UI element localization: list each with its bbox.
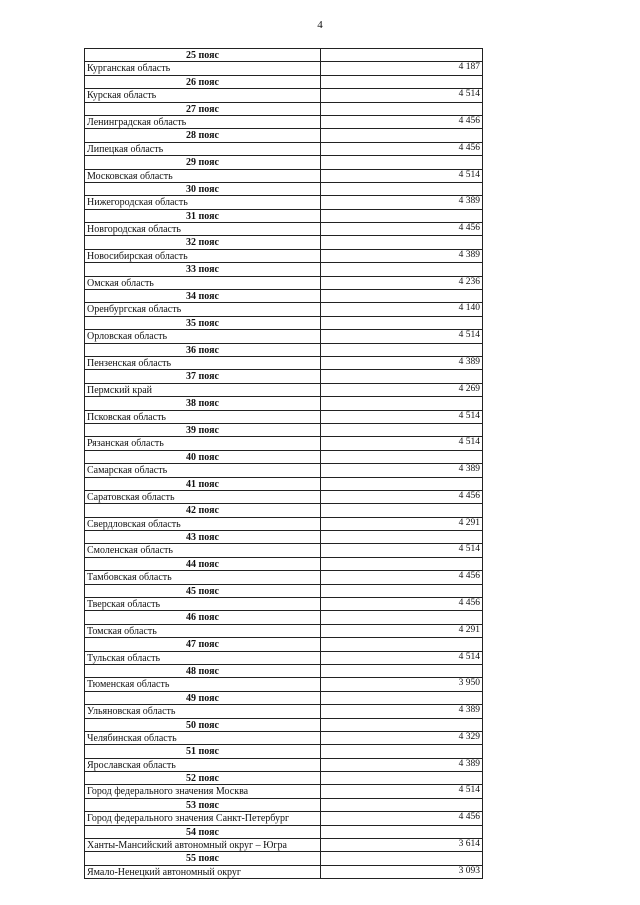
region-value: 4 269 — [458, 383, 480, 394]
zone-title: 28 пояс — [85, 129, 321, 142]
region-name: Ханты-Мансийский автономный округ – Югра — [85, 839, 321, 851]
zone-header — [85, 558, 482, 571]
zone-title: 53 пояс — [85, 799, 321, 812]
region-name: Город федерального значения Москва — [85, 785, 321, 797]
region-value: 4 389 — [458, 464, 480, 475]
region-name: Самарская область — [85, 464, 321, 476]
region-value: 4 456 — [458, 223, 480, 234]
zone-blank-cell — [321, 745, 482, 758]
table-row — [85, 223, 482, 236]
table-row — [85, 705, 482, 718]
table-row — [85, 812, 482, 825]
region-value: 4 514 — [458, 330, 480, 341]
table-row — [85, 384, 482, 397]
region-name: Новгородская область — [85, 223, 321, 235]
zone-title: 36 пояс — [85, 344, 321, 357]
zone-blank-cell — [321, 76, 482, 89]
zone-title: 54 пояс — [85, 826, 321, 839]
zone-title: 32 пояс — [85, 236, 321, 249]
zone-header — [85, 156, 482, 169]
zone-header — [85, 852, 482, 865]
region-name: Ямало-Ненецкий автономный округ — [85, 866, 321, 878]
table-row — [85, 330, 482, 343]
zone-title: 48 пояс — [85, 665, 321, 678]
zone-blank-cell — [321, 558, 482, 571]
region-name: Рязанская область — [85, 437, 321, 449]
region-name: Челябинская область — [85, 732, 321, 744]
region-name: Тамбовская область — [85, 571, 321, 583]
table-row — [85, 411, 482, 424]
region-name: Тюменская область — [85, 678, 321, 690]
zone-title: 52 пояс — [85, 772, 321, 785]
zone-header — [85, 76, 482, 89]
zone-header — [85, 183, 482, 196]
region-name: Курганская область — [85, 62, 321, 74]
zone-title: 41 пояс — [85, 478, 321, 491]
table-row — [85, 625, 482, 638]
zones-table — [84, 48, 483, 879]
region-name: Ленинградская область — [85, 116, 321, 128]
region-name: Курская область — [85, 89, 321, 101]
zone-blank-cell — [321, 531, 482, 544]
zone-title: 40 пояс — [85, 451, 321, 464]
zone-header — [85, 370, 482, 383]
table-row — [85, 518, 482, 531]
region-name: Смоленская область — [85, 544, 321, 556]
region-value: 4 187 — [458, 62, 480, 73]
zone-title: 39 пояс — [85, 424, 321, 437]
zone-blank-cell — [321, 451, 482, 464]
zone-header — [85, 317, 482, 330]
zone-header — [85, 611, 482, 624]
zone-title: 33 пояс — [85, 263, 321, 276]
zone-title: 46 пояс — [85, 611, 321, 624]
region-value: 4 514 — [458, 785, 480, 796]
zone-title: 43 пояс — [85, 531, 321, 544]
zone-blank-cell — [321, 156, 482, 169]
zone-blank-cell — [321, 424, 482, 437]
region-name: Омская область — [85, 277, 321, 289]
zone-blank-cell — [321, 638, 482, 651]
zone-header — [85, 451, 482, 464]
zone-title: 51 пояс — [85, 745, 321, 758]
zone-title: 35 пояс — [85, 317, 321, 330]
zone-header — [85, 103, 482, 116]
zone-blank-cell — [321, 129, 482, 142]
table-row — [85, 62, 482, 75]
region-name: Город федерального значения Санкт-Петербург — [85, 812, 321, 824]
zone-blank-cell — [321, 370, 482, 383]
zone-header — [85, 49, 482, 62]
region-value: 4 389 — [458, 356, 480, 367]
region-name: Ярославская область — [85, 759, 321, 771]
zone-title: 38 пояс — [85, 397, 321, 410]
zone-title: 27 пояс — [85, 103, 321, 116]
region-name: Пензенская область — [85, 357, 321, 369]
region-value: 4 389 — [458, 196, 480, 207]
region-name: Оренбургская область — [85, 303, 321, 315]
region-value: 4 456 — [458, 598, 480, 609]
zone-header — [85, 210, 482, 223]
table-row — [85, 839, 482, 852]
table-row — [85, 571, 482, 584]
zone-header — [85, 826, 482, 839]
region-value: 4 514 — [458, 169, 480, 180]
zone-blank-cell — [321, 397, 482, 410]
region-name: Новосибирская область — [85, 250, 321, 262]
table-row — [85, 464, 482, 477]
table-row — [85, 437, 482, 450]
zone-blank-cell — [321, 719, 482, 732]
region-name: Пермский край — [85, 384, 321, 396]
region-name: Орловская область — [85, 330, 321, 342]
table-row — [85, 785, 482, 798]
region-name: Томская область — [85, 625, 321, 637]
region-value: 4 514 — [458, 651, 480, 662]
region-value: 4 140 — [458, 303, 480, 314]
zone-header — [85, 531, 482, 544]
zone-header — [85, 745, 482, 758]
zone-header — [85, 799, 482, 812]
table-row — [85, 196, 482, 209]
zone-blank-cell — [321, 585, 482, 598]
zone-title: 37 пояс — [85, 370, 321, 383]
zone-blank-cell — [321, 263, 482, 276]
zone-blank-cell — [321, 611, 482, 624]
table-row — [85, 732, 482, 745]
zone-title: 31 пояс — [85, 210, 321, 223]
zone-title: 55 пояс — [85, 852, 321, 865]
zone-header — [85, 692, 482, 705]
zone-header — [85, 424, 482, 437]
region-name: Липецкая область — [85, 143, 321, 155]
zone-header — [85, 236, 482, 249]
zone-title: 50 пояс — [85, 719, 321, 732]
region-value: 3 614 — [458, 839, 480, 850]
region-name: Нижегородская область — [85, 196, 321, 208]
region-value: 4 456 — [458, 812, 480, 823]
zone-header — [85, 665, 482, 678]
zone-blank-cell — [321, 103, 482, 116]
zone-blank-cell — [321, 236, 482, 249]
region-value: 4 291 — [458, 517, 480, 528]
zone-blank-cell — [321, 852, 482, 865]
region-value: 4 456 — [458, 115, 480, 126]
table-row — [85, 491, 482, 504]
zone-blank-cell — [321, 504, 482, 517]
region-value: 4 291 — [458, 624, 480, 635]
region-value: 4 236 — [458, 276, 480, 287]
zone-blank-cell — [321, 665, 482, 678]
zone-title: 34 пояс — [85, 290, 321, 303]
table-row — [85, 277, 482, 290]
table-row — [85, 143, 482, 156]
region-value: 4 514 — [458, 89, 480, 100]
zone-blank-cell — [321, 49, 482, 62]
region-name: Свердловская область — [85, 518, 321, 530]
table-row — [85, 759, 482, 772]
region-value: 4 329 — [458, 731, 480, 742]
region-name: Ульяновская область — [85, 705, 321, 717]
region-value: 3 093 — [458, 865, 480, 876]
zone-header — [85, 585, 482, 598]
region-name: Московская область — [85, 170, 321, 182]
zone-blank-cell — [321, 799, 482, 812]
zone-header — [85, 719, 482, 732]
zone-header — [85, 129, 482, 142]
zone-title: 29 пояс — [85, 156, 321, 169]
zone-title: 42 пояс — [85, 504, 321, 517]
region-value: 4 514 — [458, 410, 480, 421]
region-name: Тверская область — [85, 598, 321, 610]
region-name: Псковская область — [85, 411, 321, 423]
zone-blank-cell — [321, 344, 482, 357]
zone-blank-cell — [321, 317, 482, 330]
table-row — [85, 250, 482, 263]
zone-header — [85, 397, 482, 410]
table-row — [85, 598, 482, 611]
table-row — [85, 866, 482, 879]
page-number: 4 — [317, 19, 323, 31]
table-row — [85, 544, 482, 557]
zone-header — [85, 504, 482, 517]
zone-title: 26 пояс — [85, 76, 321, 89]
region-value: 4 514 — [458, 544, 480, 555]
table-row — [85, 170, 482, 183]
table-row — [85, 89, 482, 102]
zone-blank-cell — [321, 692, 482, 705]
region-value: 4 456 — [458, 490, 480, 501]
zone-header — [85, 478, 482, 491]
table-row — [85, 116, 482, 129]
zone-header — [85, 263, 482, 276]
zone-title: 30 пояс — [85, 183, 321, 196]
zone-blank-cell — [321, 210, 482, 223]
zone-header — [85, 344, 482, 357]
table-row — [85, 652, 482, 665]
region-name: Саратовская область — [85, 491, 321, 503]
zone-title: 49 пояс — [85, 692, 321, 705]
zone-blank-cell — [321, 772, 482, 785]
zone-blank-cell — [321, 478, 482, 491]
region-value: 4 456 — [458, 142, 480, 153]
zone-blank-cell — [321, 290, 482, 303]
region-value: 4 514 — [458, 437, 480, 448]
region-value: 4 456 — [458, 571, 480, 582]
zone-title: 44 пояс — [85, 558, 321, 571]
table-row — [85, 357, 482, 370]
zone-blank-cell — [321, 826, 482, 839]
region-value: 4 389 — [458, 758, 480, 769]
region-value: 4 389 — [458, 249, 480, 260]
zone-title: 25 пояс — [85, 49, 321, 62]
zone-header — [85, 290, 482, 303]
region-value: 3 950 — [458, 678, 480, 689]
zone-header — [85, 638, 482, 651]
region-name: Тульская область — [85, 652, 321, 664]
zone-title: 47 пояс — [85, 638, 321, 651]
zone-blank-cell — [321, 183, 482, 196]
zone-header — [85, 772, 482, 785]
table-row — [85, 303, 482, 316]
zone-title: 45 пояс — [85, 585, 321, 598]
table-row — [85, 678, 482, 691]
region-value: 4 389 — [458, 705, 480, 716]
